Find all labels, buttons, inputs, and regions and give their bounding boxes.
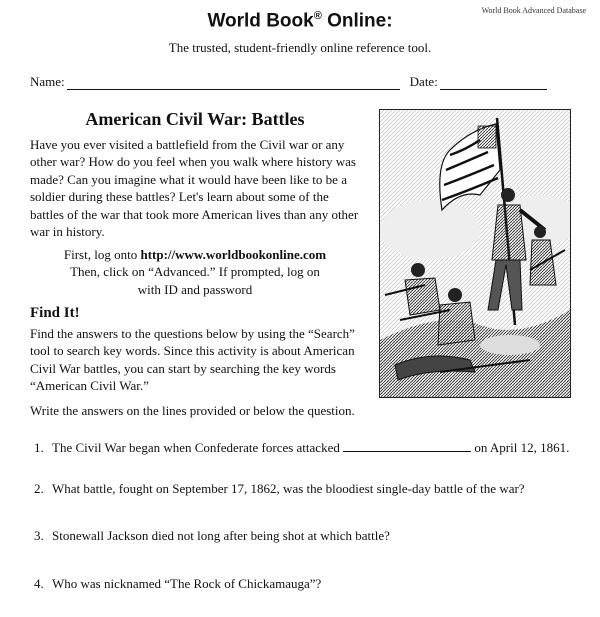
page-title xyxy=(0,10,600,32)
worksheet-heading: American Civil War: Battles xyxy=(85,109,305,129)
name-label: Name: xyxy=(30,74,65,89)
title-main: World Book xyxy=(207,10,314,32)
question-1 xyxy=(34,439,569,456)
civil-war-illustration xyxy=(379,109,571,398)
instruction-prefix: First, log onto xyxy=(63,247,141,262)
instruction-line-1 xyxy=(30,246,360,263)
find-it-heading: Find It! xyxy=(30,305,80,321)
question-3 xyxy=(34,528,390,544)
intro-paragraph: Have you ever visited a battlefield from the Civil war or any other war? How do you feel when you walk where history was made? Can you imagine what it would have been like to be a soldier during these battles? Let's learn about some of the battles of the war that took more American lives than any other war in history. xyxy=(30,137,359,240)
instruction-line-2: Then, click on “Advanced.” If prompted, log on xyxy=(70,264,320,280)
answer-line[interactable] xyxy=(343,439,471,452)
worldbook-url[interactable]: http://www.worldbookonline.com xyxy=(140,247,327,262)
name-date-row xyxy=(30,74,547,90)
question-text-end: on April 12, 1861. xyxy=(471,440,570,455)
question-text: The Civil War began when Confederate forces attacked xyxy=(52,440,344,455)
flag-bearer-engraving xyxy=(380,110,570,397)
registered-mark: ® xyxy=(313,10,322,22)
question-number: 1. xyxy=(34,440,44,455)
title-tail: Online: xyxy=(321,10,393,32)
question-text: Stonewall Jackson died not long after being shot at which battle? xyxy=(52,528,390,543)
question-number: 3. xyxy=(34,528,44,543)
page-subtitle: The trusted, student-friendly online reference tool. xyxy=(168,40,432,55)
question-number: 2. xyxy=(34,481,44,496)
instruction-line-3: with ID and password xyxy=(137,281,253,297)
instructions xyxy=(30,246,360,298)
question-2 xyxy=(34,481,525,497)
question-text: What battle, fought on September 17, 1862, was the bloodiest single-day battle of the war? xyxy=(52,481,525,496)
find-it-text: Find the answers to the questions below by using the “Search” tool to search key words. Since this activity is about American Civil War battles, you can start by searching the key words “American Civil War.” xyxy=(30,326,355,394)
question-4 xyxy=(34,576,321,592)
date-line[interactable] xyxy=(440,77,547,90)
question-number: 4. xyxy=(34,576,44,591)
date-label: Date: xyxy=(409,74,438,89)
name-line[interactable] xyxy=(67,77,400,90)
question-text: Who was nicknamed “The Rock of Chickamauga”? xyxy=(52,576,322,591)
write-instruction: Write the answers on the lines provided or below the question. xyxy=(30,403,355,418)
corner-label: World Book Advanced Database xyxy=(481,6,586,15)
